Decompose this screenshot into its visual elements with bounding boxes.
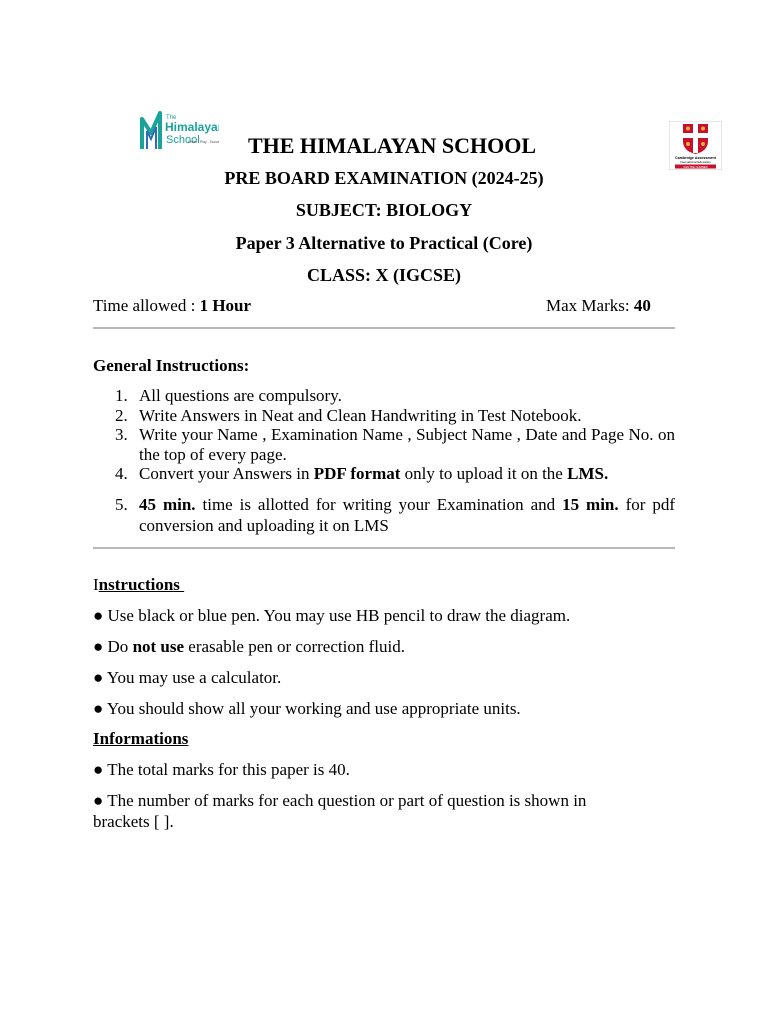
- subject-title: SUBJECT: BIOLOGY: [295, 200, 473, 220]
- list-item: [93, 464, 675, 484]
- crest-line3: CENTRE NUMBER: [683, 164, 708, 169]
- marks-value: 40: [633, 296, 651, 315]
- list-item: [93, 406, 675, 426]
- item-text-mid: only to upload it on the: [400, 464, 568, 483]
- bullet-icon: ●: [93, 760, 108, 779]
- logo-name-line1: Himalaya: [165, 120, 218, 134]
- time-marks-row: [93, 296, 675, 316]
- instruction-bold: not use: [132, 637, 185, 656]
- information-item: [93, 790, 633, 832]
- time-label: Time allowed :: [93, 296, 200, 315]
- general-instructions-title: General Instructions:: [93, 356, 250, 375]
- item-text: Write your Name , Examination Name , Subject Name , Date and Page No. on the top of every page.: [139, 425, 675, 464]
- instruction-item: [93, 605, 653, 626]
- crest-line1: Cambridge Assessment: [675, 156, 716, 160]
- school-name: THE HIMALAYAN SCHOOL: [247, 133, 537, 158]
- logo-small-text: The: [166, 115, 177, 121]
- logo-tagline: Learn . Play . Succe: [188, 140, 219, 144]
- marks-label: Max Marks:: [546, 296, 634, 315]
- item-bold-15min: 15 min.: [562, 494, 619, 514]
- list-item: [93, 494, 675, 536]
- general-instructions-list: [93, 386, 675, 536]
- instruction-text: You may use a calculator.: [106, 668, 282, 687]
- information-text: The number of marks for each question or part of question is shown in brackets [ ].: [93, 791, 587, 831]
- item-number: 4.: [115, 464, 128, 483]
- item-text-pre: Convert your Answers in: [139, 464, 314, 483]
- instruction-text: Use black or blue pen. You may use HB pencil to draw the diagram.: [107, 606, 571, 625]
- item-bold-45min: 45 min.: [139, 494, 196, 514]
- item-bold-lms: LMS.: [567, 464, 609, 483]
- instruction-text-pre: Do: [107, 637, 133, 656]
- divider-top: [93, 327, 675, 329]
- informations-title: Informations: [93, 729, 189, 748]
- item-number: 2.: [115, 405, 128, 425]
- information-item: [93, 759, 653, 780]
- information-text: The total marks for this paper is 40.: [107, 760, 350, 779]
- class-title: CLASS: X (IGCSE): [306, 265, 462, 285]
- item-text: All questions are compulsory.: [139, 386, 342, 405]
- logo-name-line2: School: [166, 134, 200, 146]
- instruction-text-post: erasable pen or correction fluid.: [184, 637, 405, 656]
- bullet-icon: ●: [93, 791, 108, 810]
- item-number: 5.: [115, 494, 128, 514]
- instructions-title: [93, 575, 675, 595]
- bullet-icon: ●: [93, 637, 108, 656]
- instructions-title-first: I: [93, 575, 99, 594]
- item-number: 3.: [115, 425, 128, 444]
- instructions-title-rest: nstructions: [98, 575, 185, 594]
- bullet-icon: ●: [93, 699, 107, 718]
- list-item: [93, 425, 675, 464]
- instruction-text: You should show all your working and use appropriate units.: [106, 699, 521, 718]
- item-text: Write Answers in Neat and Clean Handwriting in Test Notebook.: [139, 405, 582, 425]
- bullet-icon: ●: [93, 606, 108, 625]
- instruction-item: [93, 698, 653, 719]
- divider-bottom: [93, 547, 675, 549]
- max-marks: [546, 296, 651, 316]
- item-bold-pdf: PDF format: [313, 464, 401, 483]
- list-item: [93, 386, 675, 406]
- item-number: 1.: [115, 386, 128, 405]
- item-text-mid: time is allotted for writing your Examination and: [195, 494, 563, 514]
- instruction-item: [93, 636, 653, 657]
- item-text-post: for pdf conversion and uploading it on LMS: [139, 494, 676, 535]
- exam-title: PRE BOARD EXAMINATION (2024-25): [224, 168, 544, 188]
- time-value: 1 Hour: [199, 296, 252, 315]
- instruction-item: [93, 667, 653, 688]
- paper-title: Paper 3 Alternative to Practical (Core): [235, 233, 533, 253]
- crest-line2: International Education: [680, 160, 711, 164]
- bullet-icon: ●: [93, 668, 107, 687]
